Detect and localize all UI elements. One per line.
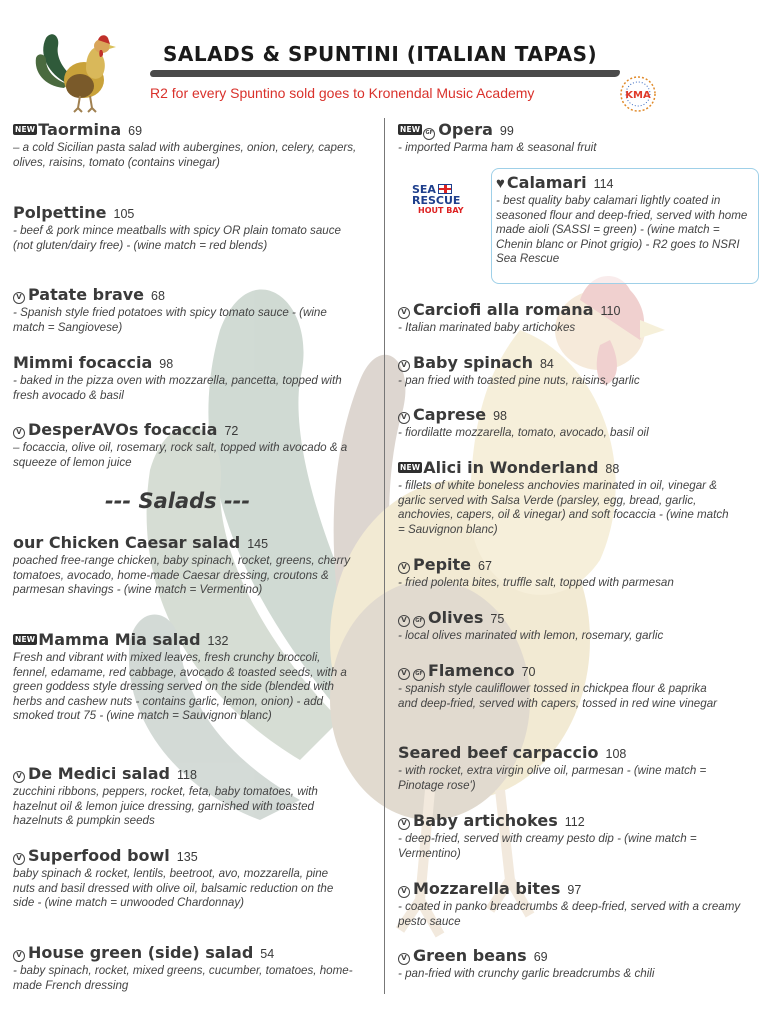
page-subtitle: R2 for every Spuntino sold goes to Kronendal Music Academy (150, 85, 535, 101)
new-badge: NEW (15, 635, 36, 644)
item-name: Calamari (506, 173, 587, 192)
menu-item-baby-spinach (398, 354, 758, 389)
item-price: 118 (177, 768, 197, 782)
title-underline-brush (150, 70, 620, 77)
flag-icon (438, 184, 452, 194)
item-price: 70 (521, 665, 536, 679)
menu-item-mozzarella-bites (398, 880, 743, 929)
item-name: Carciofi alla romana (413, 300, 594, 319)
item-price: 88 (605, 462, 620, 476)
vegetarian-icon: V (398, 615, 410, 627)
item-price: 69 (128, 124, 143, 138)
menu-item-alici-in-wonderland (398, 459, 738, 537)
item-description: - beef & pork mince meatballs with spicy OR plain tomato sauce (not gluten/dairy free) - (wine match = red blends) (13, 224, 341, 252)
item-description: - Italian marinated baby artichokes (398, 321, 576, 334)
item-price: 72 (224, 424, 239, 438)
item-description: poached free-range chicken, baby spinach, rocket, greens, cherry tomatoes, avocado, home-made Caesar dressing, croutons & parmesan shavings - (wine match = Vermentino) (13, 554, 351, 597)
heart-icon: ♥ (496, 175, 505, 192)
item-name: De Medici salad (28, 764, 171, 783)
menu-item-olives (398, 609, 758, 644)
item-name: Baby spinach (413, 353, 533, 372)
sea-rescue-text-rescue: RESCUE (412, 194, 461, 207)
menu-item-caprese (398, 406, 758, 441)
item-price: 99 (499, 124, 514, 138)
item-price: 114 (593, 177, 614, 191)
item-price: 97 (567, 883, 582, 897)
item-name: Polpettine (13, 203, 107, 222)
item-description: - Spanish style fried potatoes with spicy tomato sauce - (wine match = Sangiovese) (13, 306, 327, 334)
item-description: - pan fried with toasted pine nuts, raisins, garlic (398, 374, 640, 387)
item-price: 112 (564, 815, 585, 829)
item-price: 98 (493, 409, 508, 423)
item-name: our Chicken Caesar salad (13, 533, 241, 552)
item-name: DesperAVOs focaccia (28, 420, 218, 439)
menu-item-flamenco (398, 662, 728, 711)
menu-item-calamari (496, 174, 754, 267)
item-name: Caprese (413, 405, 487, 424)
item-name: Pepite (413, 555, 472, 574)
rooster-logo-icon (28, 24, 124, 114)
vegetarian-icon: V (398, 668, 410, 680)
item-price: 145 (247, 537, 269, 551)
sea-rescue-logo (412, 184, 476, 222)
vegetarian-icon: V (398, 953, 410, 965)
menu-item-carciofi-alla-romana (398, 301, 758, 336)
item-description: - best quality baby calamari lightly coated in seasoned flour and deep-fried, served with home made aioli (SASSI = green) - (wine match = Chenin blanc or Pinot grigio) - R2 goes to NSRI Sea Rescue (496, 194, 748, 266)
kma-logo-icon (618, 74, 658, 114)
item-name: Mimmi focaccia (13, 353, 153, 372)
menu-item-mimmi-focaccia (13, 354, 353, 403)
item-description: – a cold Sicilian pasta salad with aubergines, onion, celery, capers, olives, raisins, tomato (contains vinegar) (13, 141, 357, 169)
item-price: 68 (151, 289, 165, 303)
item-description: – focaccia, olive oil, rosemary, rock salt, topped with avocado & a squeeze of lemon juice (13, 441, 348, 469)
item-price: 110 (600, 304, 621, 318)
item-description: Fresh and vibrant with mixed leaves, fresh crunchy broccoli, fennel, edamame, red cabbage, avocado & toasted seeds, with a green goddess style dressing served on the side (blended with herbs and cashew nuts - contains garlic, lemon, onion) - add smoked trout 75 - (wine match = Sauvignon blanc) (13, 651, 347, 723)
vegetarian-icon: V (398, 412, 410, 424)
menu-item-mamma-mia-salad (13, 631, 353, 724)
new-badge: NEW (400, 463, 421, 472)
item-description: - fried polenta bites, truffle salt, topped with parmesan (398, 576, 674, 589)
item-price: 132 (207, 634, 229, 648)
item-description: - coated in panko breadcrumbs & deep-fried, served with a creamy pesto sauce (398, 900, 741, 928)
new-badge: NEW (400, 125, 421, 134)
item-description: - pan-fried with crunchy garlic breadcrumbs & chili (398, 967, 655, 980)
item-price: 98 (159, 357, 174, 371)
item-description: - with rocket, extra virgin olive oil, parmesan - (wine match = Pinotage rose') (398, 764, 707, 792)
item-price: 75 (490, 612, 505, 626)
vegetarian-icon: V (398, 307, 410, 319)
item-name: Olives (428, 608, 484, 627)
item-name: Opera (438, 120, 493, 139)
item-price: 84 (539, 357, 554, 371)
item-description: - imported Parma ham & seasonal fruit (398, 141, 597, 154)
item-description: - fiordilatte mozzarella, tomato, avocado, basil oil (398, 426, 649, 439)
menu-item-pepite (398, 556, 758, 591)
menu-item-taormina (13, 121, 373, 170)
menu-item-seared-beef-carpaccio (398, 744, 743, 793)
item-price: 108 (605, 747, 627, 761)
kma-logo-text: KMA (625, 90, 651, 101)
item-name: Superfood bowl (28, 846, 170, 865)
item-name: Seared beef carpaccio (398, 743, 599, 762)
menu-item-patate-brave (13, 286, 353, 335)
item-description: zucchini ribbons, peppers, rocket, feta, baby tomatoes, with hazelnut oil & lemon juice dressing, garnished with toasted hazelnuts & pumpkin seeds (13, 785, 318, 828)
item-name: Mozzarella bites (413, 879, 561, 898)
menu-item-opera (398, 121, 758, 156)
vegetarian-icon: V (398, 886, 410, 898)
item-price: 105 (113, 207, 135, 221)
menu-item-chicken-caesar-salad (13, 534, 353, 598)
salads-section-heading: --- Salads --- (105, 489, 251, 513)
item-description: - local olives marinated with lemon, rosemary, garlic (398, 629, 664, 642)
menu-item-de-medici-salad (13, 765, 353, 829)
vegetarian-icon: V (398, 818, 410, 830)
item-description: - fillets of white boneless anchovies marinated in oil, vinegar & garlic served with Salsa Verde (parsley, egg, bread, garlic, anchovies, capers, oil & vinegar) and soft focaccia - (wine match = Sauvignon blanc) (398, 479, 729, 536)
menu-item-superfood-bowl (13, 847, 353, 911)
item-price: 67 (478, 559, 492, 573)
item-description: - baked in the pizza oven with mozzarella, pancetta, topped with fresh avocado & basil (13, 374, 342, 402)
menu-item-baby-artichokes (398, 812, 728, 861)
vegetarian-icon: V (13, 853, 25, 865)
item-name: Patate brave (28, 285, 145, 304)
item-price: 54 (260, 947, 275, 961)
sea-rescue-text-sea: SEA (412, 183, 436, 196)
vegetarian-icon: V (13, 950, 25, 962)
item-name: Baby artichokes (413, 811, 558, 830)
item-name: House green (side) salad (28, 943, 254, 962)
item-description: - spanish style cauliflower tossed in chickpea flour & paprika and deep-fried, served with capers, tossed in red wine vinegar (398, 682, 718, 710)
item-name: Mamma Mia salad (38, 630, 201, 649)
gluten-free-icon: GF (413, 669, 425, 681)
column-divider (384, 118, 385, 994)
item-description: baby spinach & rocket, lentils, beetroot, avo, mozzarella, pine nuts and basil dressed with olive oil, balsamic reduction on the side - (wine match = unwooded Chardonnay) (13, 867, 334, 910)
item-name: Flamenco (428, 661, 515, 680)
vegetarian-icon: V (13, 292, 25, 304)
item-description: - baby spinach, rocket, mixed greens, cucumber, tomatoes, home-made French dressing (13, 964, 353, 992)
item-name: Alici in Wonderland (423, 458, 599, 477)
page-title: SALADS & SPUNTINI (ITALIAN TAPAS) (163, 42, 598, 66)
item-price: 135 (176, 850, 198, 864)
vegetarian-icon: V (398, 360, 410, 372)
vegetarian-icon: V (13, 427, 25, 439)
gluten-free-icon: GF (413, 616, 425, 628)
item-description: - deep-fried, served with creamy pesto dip - (wine match = Vermentino) (398, 832, 697, 860)
item-name: Green beans (413, 946, 527, 965)
vegetarian-icon: V (13, 771, 25, 783)
sea-rescue-text-houtbay: HOUT BAY (418, 206, 464, 215)
gluten-free-icon: GF (423, 128, 435, 140)
item-name: Taormina (38, 120, 122, 139)
vegetarian-icon: V (398, 562, 410, 574)
menu-item-house-green-salad (13, 944, 353, 993)
menu-item-green-beans (398, 947, 758, 982)
menu-item-polpettine (13, 204, 353, 253)
item-price: 69 (533, 950, 548, 964)
new-badge: NEW (15, 125, 36, 134)
menu-item-desperavos-focaccia (13, 421, 353, 470)
